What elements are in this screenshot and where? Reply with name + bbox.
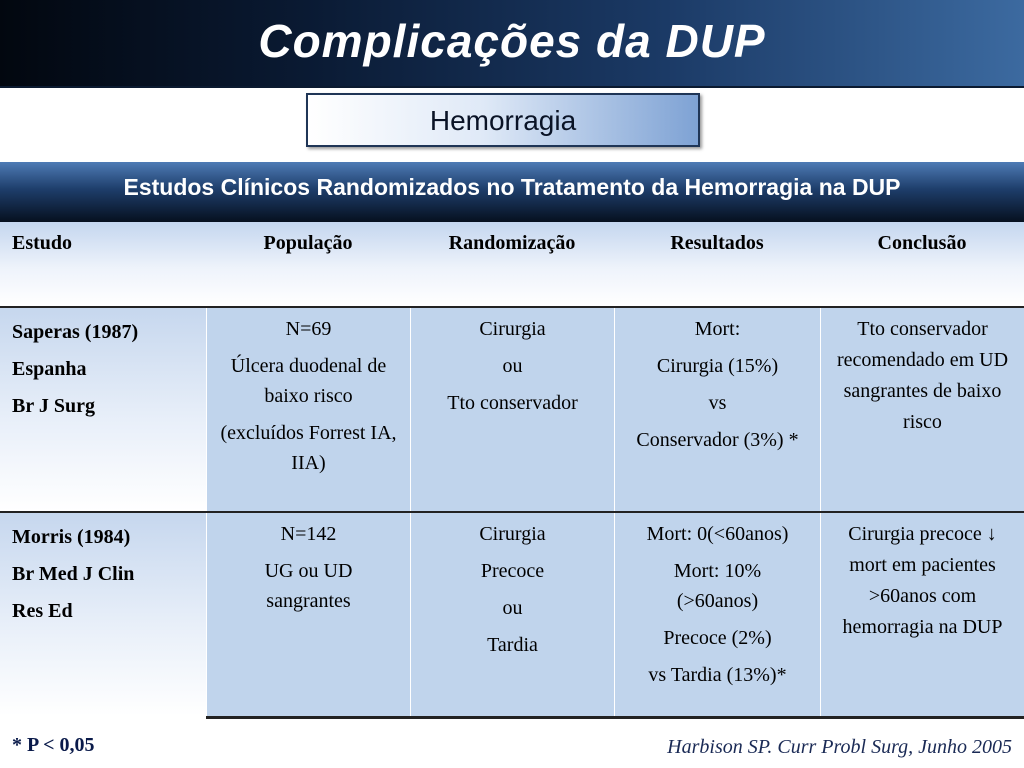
population-n: N=69: [285, 318, 332, 340]
results-line: Conservador (3%) *: [636, 429, 799, 451]
table-row-1-randomization: [410, 308, 614, 511]
results-line: vs: [708, 392, 727, 414]
slide-title: Complicações da DUP: [258, 15, 766, 67]
randomization-line: Tto conservador: [447, 392, 578, 414]
table-row-1-results: [614, 308, 820, 511]
randomization-line: ou: [502, 355, 523, 377]
study-journal-cont: Res Ed: [12, 600, 73, 622]
randomization-line: Cirurgia: [479, 318, 546, 340]
reference: Harbison SP. Curr Probl Surg, Junho 2005: [667, 736, 1012, 758]
results-line: vs Tardia (13%)*: [648, 664, 787, 686]
study-country: Espanha: [12, 358, 87, 380]
column-header-conclusao: Conclusão: [877, 232, 967, 254]
randomization-line: ou: [502, 597, 523, 619]
table-row-2-population: [206, 513, 410, 716]
population-desc: UG ou UD sangrantes: [264, 560, 353, 612]
population-exclusion: (excluídos Forrest IA, IIA): [220, 422, 397, 474]
footnote: * P < 0,05: [12, 734, 95, 756]
randomization-line: Cirurgia: [479, 523, 546, 545]
column-header-estudo: Estudo: [12, 232, 73, 254]
study-author: Morris (1984): [12, 526, 131, 548]
population-n: N=142: [280, 523, 337, 545]
table-row-2-study: [0, 513, 206, 716]
table-row-1-study: [0, 308, 206, 511]
conclusion-text: Cirurgia precoce ↓ mort em pacientes >60anos com hemorragia na DUP: [842, 523, 1003, 638]
column-header-randomizacao: Randomização: [448, 232, 576, 254]
table-row-2-results: [614, 513, 820, 716]
results-line: Mort:: [694, 318, 741, 340]
table-row-2-randomization: [410, 513, 614, 716]
study-journal: Br Med J Clin: [12, 563, 135, 585]
title-bar: [0, 0, 1024, 88]
table-bottom-border: [206, 716, 1024, 719]
randomization-line: Precoce: [480, 560, 545, 582]
table-title: Estudos Clínicos Randomizados no Tratamento da Hemorragia na DUP: [123, 174, 901, 200]
results-line: Cirurgia (15%): [656, 355, 779, 377]
results-line: Precoce (2%): [663, 627, 772, 649]
study-author: Saperas (1987): [12, 321, 139, 343]
results-line: Mort: 10%(>60anos): [673, 560, 762, 612]
table-title-bar: [0, 162, 1024, 222]
study-journal: Br J Surg: [12, 395, 95, 417]
conclusion-text: Tto conservador recomendado em UD sangrantes de baixo risco: [836, 318, 1009, 433]
column-header-row: [0, 222, 1024, 308]
column-header-resultados: Resultados: [670, 232, 764, 254]
randomization-line: Tardia: [487, 634, 538, 656]
population-desc: Úlcera duodenal de baixo risco: [230, 355, 387, 407]
results-line: Mort: 0(<60anos): [646, 523, 789, 545]
subtitle-box: [306, 93, 700, 147]
column-header-populacao: População: [263, 232, 353, 254]
table-row-1-population: [206, 308, 410, 511]
table-row-2-conclusion: [820, 513, 1024, 716]
table-row-1-conclusion: [820, 308, 1024, 511]
slide-subtitle: Hemorragia: [429, 105, 577, 136]
